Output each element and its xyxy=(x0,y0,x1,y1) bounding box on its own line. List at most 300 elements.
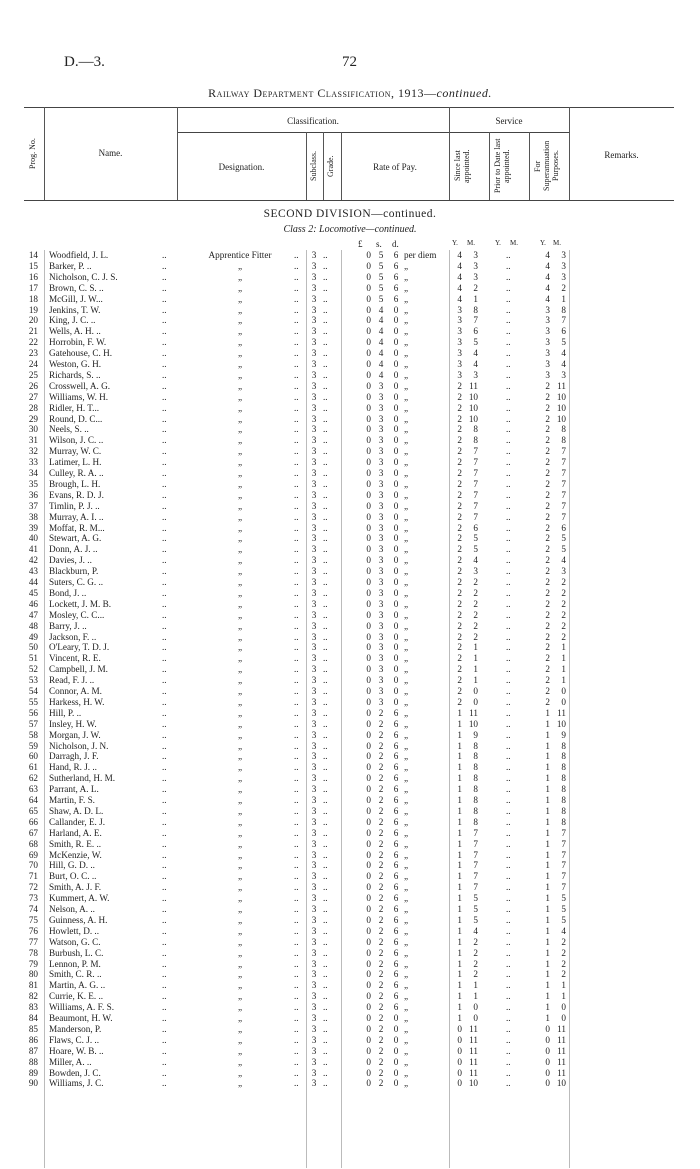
rate-pence-cell: 6 xyxy=(393,958,399,969)
super-months-cell: 8 xyxy=(561,816,566,827)
rate-shillings-cell: 5 xyxy=(378,293,384,304)
rate-pence-cell: 0 xyxy=(393,1013,399,1023)
super-years-cell: 2 xyxy=(545,642,550,653)
name-cell: Horrobin, F. W. xyxy=(49,337,107,348)
subclass-cell: 3 xyxy=(311,348,317,359)
rate-period-cell: „ xyxy=(404,402,409,413)
prog-no-cell: 23 xyxy=(28,348,38,359)
table-row xyxy=(0,1046,700,1057)
rate-pounds-cell: 0 xyxy=(366,784,371,795)
designation-cell: „ xyxy=(237,457,243,468)
table-row xyxy=(0,370,700,381)
rate-period-cell: „ xyxy=(404,435,409,446)
rate-pounds-cell: 0 xyxy=(366,936,371,947)
prog-no-cell: 86 xyxy=(28,1034,38,1045)
leader-dots: .. xyxy=(162,293,167,304)
super-months-cell: 2 xyxy=(561,936,566,947)
name-cell: Jenkins, T. W. xyxy=(49,304,101,315)
leader-dots: .. xyxy=(162,1078,167,1089)
rate-pence-cell: 0 xyxy=(393,337,399,348)
leader-dots: .. xyxy=(506,958,511,969)
rate-pounds-cell: 0 xyxy=(366,816,371,827)
super-years-cell: 2 xyxy=(545,696,550,707)
name-cell: Parrant, A. L. xyxy=(49,784,99,795)
rate-period-cell: „ xyxy=(404,642,409,653)
rate-pence-cell: 0 xyxy=(393,1078,399,1089)
rate-pence-cell: 6 xyxy=(393,740,399,751)
prog-no-cell: 26 xyxy=(28,380,38,391)
leader-dots: .. xyxy=(506,555,511,566)
prog-no-cell: 37 xyxy=(28,500,38,511)
super-years-cell: 1 xyxy=(545,827,550,838)
rate-period-cell: „ xyxy=(404,620,409,631)
table-row xyxy=(0,751,700,762)
leader-dots: .. xyxy=(294,675,299,686)
leader-dots: .. xyxy=(294,871,299,882)
designation-cell: „ xyxy=(237,871,243,882)
name-cell: Harkess, H. W. xyxy=(49,696,105,707)
super-years-cell: 1 xyxy=(545,947,550,958)
header-remarks: Remarks. xyxy=(604,150,639,160)
designation-cell: „ xyxy=(237,686,243,696)
rate-shillings-cell: 2 xyxy=(378,904,384,914)
subclass-cell: 3 xyxy=(311,337,317,348)
rate-pounds-cell: 0 xyxy=(366,620,371,631)
rate-pence-cell: 0 xyxy=(393,533,399,544)
rate-pence-cell: 0 xyxy=(393,609,399,620)
super-months-cell: 8 xyxy=(561,795,566,805)
leader-dots: .. xyxy=(506,631,511,642)
since-years-cell: 0 xyxy=(457,1045,462,1056)
leader-dots: .. xyxy=(162,1034,167,1045)
subclass-cell: 3 xyxy=(311,686,317,696)
since-years-cell: 1 xyxy=(457,904,462,914)
prog-no-cell: 55 xyxy=(28,696,38,707)
name-cell: Vincent, R. E. xyxy=(49,653,101,664)
leader-dots: .. xyxy=(506,1034,511,1045)
since-years-cell: 2 xyxy=(457,653,462,664)
leader-dots: .. xyxy=(294,250,299,260)
leader-dots: .. xyxy=(162,326,167,337)
prog-no-cell: 89 xyxy=(28,1067,38,1078)
since-months-cell: 0 xyxy=(473,1002,478,1013)
rate-period-cell: „ xyxy=(404,947,409,958)
rate-pence-cell: 0 xyxy=(393,304,399,315)
table-row xyxy=(0,305,700,316)
prog-no-cell: 74 xyxy=(28,904,38,914)
table-row xyxy=(0,588,700,599)
leader-dots: .. xyxy=(506,816,511,827)
table-row xyxy=(0,697,700,708)
rate-pence-cell: 6 xyxy=(393,991,399,1002)
designation-cell: „ xyxy=(237,795,243,805)
since-months-cell: 1 xyxy=(473,293,478,304)
leader-dots: .. xyxy=(506,947,511,958)
super-months-cell: 8 xyxy=(561,784,566,795)
leader-dots: .. xyxy=(162,511,167,522)
rate-pounds-cell: 0 xyxy=(366,893,371,904)
super-months-cell: 2 xyxy=(561,620,566,631)
prog-no-cell: 77 xyxy=(28,936,38,947)
super-months-cell: 4 xyxy=(561,359,566,369)
rate-shillings-cell: 2 xyxy=(378,718,384,729)
rate-shillings-cell: 3 xyxy=(378,653,384,664)
prog-no-cell: 20 xyxy=(28,315,38,326)
super-months-cell: 2 xyxy=(561,947,566,958)
since-years-cell: 1 xyxy=(457,991,462,1002)
leader-dots: .. xyxy=(506,337,511,348)
rate-shillings-cell: 3 xyxy=(378,391,384,402)
table-row xyxy=(0,501,700,512)
leader-dots: .. xyxy=(294,402,299,413)
rate-shillings-cell: 2 xyxy=(378,729,384,740)
since-months-cell: 3 xyxy=(473,566,478,577)
leader-dots: .. xyxy=(506,664,511,675)
leader-dots: .. xyxy=(323,489,328,500)
designation-cell: „ xyxy=(237,1034,243,1045)
leader-dots: .. xyxy=(323,337,328,348)
prog-no-cell: 57 xyxy=(28,718,38,729)
designation-cell: „ xyxy=(237,609,243,620)
rate-shillings-cell: 5 xyxy=(378,271,384,282)
prog-no-cell: 70 xyxy=(28,860,38,871)
table-row xyxy=(0,1068,700,1079)
subclass-cell: 3 xyxy=(311,577,317,587)
super-months-cell: 8 xyxy=(561,805,566,816)
leader-dots: .. xyxy=(506,577,511,587)
rate-shillings-cell: 2 xyxy=(378,936,384,947)
header-designation: Designation. xyxy=(218,162,265,172)
rate-pence-cell: 6 xyxy=(393,882,399,893)
since-months-cell: 7 xyxy=(473,882,478,893)
leader-dots: .. xyxy=(506,642,511,653)
name-cell: Beaumont, H. W. xyxy=(49,1013,113,1023)
rate-period-cell: „ xyxy=(404,762,409,773)
table-row xyxy=(0,381,700,392)
table-row xyxy=(0,435,700,446)
super-months-cell: 5 xyxy=(561,337,566,348)
prog-no-cell: 63 xyxy=(28,784,38,795)
since-months-cell: 6 xyxy=(473,326,478,337)
header-grade: Grade. xyxy=(326,155,335,177)
rate-period-cell: „ xyxy=(404,980,409,991)
rate-shillings-cell: 2 xyxy=(378,925,384,936)
leader-dots: .. xyxy=(162,337,167,348)
rate-period-cell: „ xyxy=(404,860,409,871)
leader-dots: .. xyxy=(162,904,167,914)
super-months-cell: 8 xyxy=(561,740,566,751)
leader-dots: .. xyxy=(323,250,328,260)
subclass-cell: 3 xyxy=(311,729,317,740)
name-cell: Hill, P. .. xyxy=(49,707,82,718)
rate-pounds-cell: 0 xyxy=(366,914,371,925)
rate-pounds-cell: 0 xyxy=(366,555,371,566)
leader-dots: .. xyxy=(506,751,511,762)
super-years-cell: 2 xyxy=(545,500,550,511)
table-row xyxy=(0,1024,700,1035)
rate-pence-cell: 0 xyxy=(393,696,399,707)
rate-pounds-cell: 0 xyxy=(366,653,371,664)
since-years-cell: 2 xyxy=(457,446,462,457)
table-row xyxy=(0,741,700,752)
rate-pounds-cell: 0 xyxy=(366,675,371,686)
rate-pence-cell: 0 xyxy=(393,1067,399,1078)
subclass-cell: 3 xyxy=(311,969,317,980)
subclass-cell: 3 xyxy=(311,773,317,784)
table-row xyxy=(0,708,700,719)
prog-no-cell: 22 xyxy=(28,337,38,348)
leader-dots: .. xyxy=(506,544,511,555)
leader-dots: .. xyxy=(294,380,299,391)
name-cell: Hand, R. J. .. xyxy=(49,762,97,773)
prog-no-cell: 49 xyxy=(28,631,38,642)
designation-cell: „ xyxy=(237,1013,243,1023)
subclass-cell: 3 xyxy=(311,1078,317,1089)
rate-pence-cell: 0 xyxy=(393,1034,399,1045)
since-months-cell: 7 xyxy=(473,838,478,849)
super-months-cell: 3 xyxy=(561,369,566,380)
table-row xyxy=(0,980,700,991)
rate-pence-cell: 0 xyxy=(393,500,399,511)
leader-dots: .. xyxy=(323,478,328,489)
super-months-cell: 7 xyxy=(561,478,566,489)
designation-cell: „ xyxy=(237,827,243,838)
designation-cell: „ xyxy=(237,882,243,893)
prog-no-cell: 41 xyxy=(28,544,38,555)
since-years-cell: 2 xyxy=(457,424,462,435)
leader-dots: .. xyxy=(506,849,511,860)
designation-cell: „ xyxy=(237,391,243,402)
table-row xyxy=(0,261,700,272)
since-months-cell: 1 xyxy=(473,991,478,1002)
since-years-cell: 1 xyxy=(457,784,462,795)
unit-labels xyxy=(0,239,700,250)
super-months-cell: 7 xyxy=(561,446,566,457)
since-years-cell: 2 xyxy=(457,391,462,402)
subclass-cell: 3 xyxy=(311,718,317,729)
leader-dots: .. xyxy=(162,696,167,707)
since-months-cell: 8 xyxy=(473,424,478,435)
leader-dots: .. xyxy=(323,827,328,838)
since-months-cell: 11 xyxy=(469,1034,478,1045)
rate-shillings-cell: 2 xyxy=(378,1067,384,1078)
super-years-cell: 2 xyxy=(545,413,550,424)
prog-no-cell: 36 xyxy=(28,489,38,500)
leader-dots: .. xyxy=(506,707,511,718)
rate-period-cell: „ xyxy=(404,1067,409,1078)
rate-shillings-cell: 3 xyxy=(378,587,384,598)
super-years-cell: 1 xyxy=(545,1013,550,1023)
rate-shillings-cell: 2 xyxy=(378,882,384,893)
rate-pounds-cell: 0 xyxy=(366,1045,371,1056)
super-months-cell: 8 xyxy=(561,773,566,784)
subclass-cell: 3 xyxy=(311,762,317,773)
leader-dots: .. xyxy=(506,805,511,816)
designation-cell: „ xyxy=(237,751,243,762)
rate-pounds-cell: 0 xyxy=(366,500,371,511)
rate-period-cell: „ xyxy=(404,1034,409,1045)
leader-dots: .. xyxy=(323,1034,328,1045)
rate-shillings-cell: 2 xyxy=(378,1023,384,1034)
leader-dots: .. xyxy=(323,1067,328,1078)
rate-period-cell: „ xyxy=(404,936,409,947)
super-years-cell: 1 xyxy=(545,838,550,849)
designation-cell: „ xyxy=(237,707,243,718)
rate-pounds-cell: 0 xyxy=(366,380,371,391)
subclass-cell: 3 xyxy=(311,958,317,969)
since-years-cell: 1 xyxy=(457,969,462,980)
rate-period-cell: „ xyxy=(404,315,409,326)
subclass-cell: 3 xyxy=(311,250,317,260)
designation-cell: „ xyxy=(237,544,243,555)
since-months-cell: 7 xyxy=(473,860,478,871)
leader-dots: .. xyxy=(323,598,328,609)
rate-pence-cell: 6 xyxy=(393,729,399,740)
since-months-cell: 2 xyxy=(473,947,478,958)
leader-dots: .. xyxy=(162,816,167,827)
super-years-cell: 2 xyxy=(545,391,550,402)
name-cell: Wilson, J. C. .. xyxy=(49,435,104,446)
leader-dots: .. xyxy=(323,457,328,468)
leader-dots: .. xyxy=(323,969,328,980)
prog-no-cell: 32 xyxy=(28,446,38,457)
subclass-cell: 3 xyxy=(311,838,317,849)
name-cell: Brown, C. S. .. xyxy=(49,282,104,293)
rate-pounds-cell: 0 xyxy=(366,947,371,958)
prog-no-cell: 51 xyxy=(28,653,38,664)
leader-dots: .. xyxy=(294,271,299,282)
since-months-cell: 11 xyxy=(469,1056,478,1067)
name-cell: Martin, F. S. xyxy=(49,795,95,805)
name-cell: Darragh, J. F. xyxy=(49,751,99,762)
rate-shillings-cell: 5 xyxy=(378,260,384,271)
rate-pence-cell: 0 xyxy=(393,511,399,522)
since-months-cell: 5 xyxy=(473,904,478,914)
leader-dots: .. xyxy=(162,707,167,718)
leader-dots: .. xyxy=(294,1045,299,1056)
leader-dots: .. xyxy=(323,609,328,620)
subclass-cell: 3 xyxy=(311,893,317,904)
designation-cell: „ xyxy=(237,489,243,500)
leader-dots: .. xyxy=(506,795,511,805)
designation-cell: „ xyxy=(237,675,243,686)
rate-pounds-cell: 0 xyxy=(366,686,371,696)
since-years-cell: 2 xyxy=(457,598,462,609)
leader-dots: .. xyxy=(506,914,511,925)
leader-dots: .. xyxy=(323,620,328,631)
rate-shillings-cell: 3 xyxy=(378,686,384,696)
since-months-cell: 7 xyxy=(473,457,478,468)
subclass-cell: 3 xyxy=(311,882,317,893)
leader-dots: .. xyxy=(294,980,299,991)
rate-shillings-cell: 3 xyxy=(378,446,384,457)
super-months-cell: 6 xyxy=(561,522,566,533)
super-years-cell: 1 xyxy=(545,914,550,925)
rate-pounds-cell: 0 xyxy=(366,827,371,838)
super-years-cell: 1 xyxy=(545,718,550,729)
table-row xyxy=(0,294,700,305)
designation-cell: „ xyxy=(237,282,243,293)
leader-dots: .. xyxy=(506,696,511,707)
designation-cell: „ xyxy=(237,620,243,631)
table-row xyxy=(0,773,700,784)
leader-dots: .. xyxy=(294,587,299,598)
subclass-cell: 3 xyxy=(311,446,317,457)
designation-cell: „ xyxy=(237,893,243,904)
designation-cell: „ xyxy=(237,380,243,391)
super-years-cell: 1 xyxy=(545,762,550,773)
leader-dots: .. xyxy=(506,500,511,511)
designation-cell: „ xyxy=(237,348,243,359)
prog-no-cell: 40 xyxy=(28,533,38,544)
leader-dots: .. xyxy=(506,1045,511,1056)
subclass-cell: 3 xyxy=(311,914,317,925)
leader-dots: .. xyxy=(506,991,511,1002)
rate-pounds-cell: 0 xyxy=(366,282,371,293)
rate-pounds-cell: 0 xyxy=(366,762,371,773)
leader-dots: .. xyxy=(506,882,511,893)
rate-pounds-cell: 0 xyxy=(366,969,371,980)
super-years-cell: 0 xyxy=(545,1067,550,1078)
super-months-cell: 0 xyxy=(561,1002,566,1013)
super-months-cell: 11 xyxy=(557,1045,566,1056)
leader-dots: .. xyxy=(323,304,328,315)
since-months-cell: 9 xyxy=(473,729,478,740)
rate-period-cell: „ xyxy=(404,849,409,860)
table-row xyxy=(0,283,700,294)
super-months-cell: 5 xyxy=(561,544,566,555)
header-classification: Classification. xyxy=(287,116,339,126)
rate-pounds-cell: 0 xyxy=(366,304,371,315)
leader-dots: .. xyxy=(294,631,299,642)
since-months-cell: 4 xyxy=(473,555,478,566)
since-years-cell: 4 xyxy=(457,293,462,304)
rate-period-cell: „ xyxy=(404,511,409,522)
super-years-cell: 2 xyxy=(545,424,550,435)
leader-dots: .. xyxy=(506,1023,511,1034)
rate-period-cell: „ xyxy=(404,587,409,598)
prog-no-cell: 17 xyxy=(28,282,38,293)
designation-cell: „ xyxy=(237,958,243,969)
subclass-cell: 3 xyxy=(311,457,317,468)
rate-pence-cell: 0 xyxy=(393,577,399,587)
rate-pounds-cell: 0 xyxy=(366,729,371,740)
rate-shillings-cell: 4 xyxy=(378,369,384,380)
leader-dots: .. xyxy=(323,805,328,816)
super-months-cell: 3 xyxy=(561,566,566,577)
leader-dots: .. xyxy=(162,435,167,446)
super-months-cell: 1 xyxy=(561,653,566,664)
rate-shillings-cell: 3 xyxy=(378,424,384,435)
leader-dots: .. xyxy=(162,991,167,1002)
since-months-cell: 11 xyxy=(469,707,478,718)
table-row xyxy=(0,337,700,348)
leader-dots: .. xyxy=(506,369,511,380)
leader-dots: .. xyxy=(506,729,511,740)
rate-pence-cell: 6 xyxy=(393,260,399,271)
rate-period-cell: „ xyxy=(404,871,409,882)
designation-cell: „ xyxy=(237,980,243,991)
rate-period-cell: „ xyxy=(404,446,409,457)
leader-dots: .. xyxy=(162,664,167,675)
since-years-cell: 2 xyxy=(457,555,462,566)
name-cell: Ridler, H. T... xyxy=(49,402,100,413)
page-number: 72 xyxy=(342,54,357,70)
since-years-cell: 2 xyxy=(457,642,462,653)
since-months-cell: 10 xyxy=(468,391,478,402)
rate-pence-cell: 6 xyxy=(393,969,399,980)
super-months-cell: 7 xyxy=(561,860,566,871)
